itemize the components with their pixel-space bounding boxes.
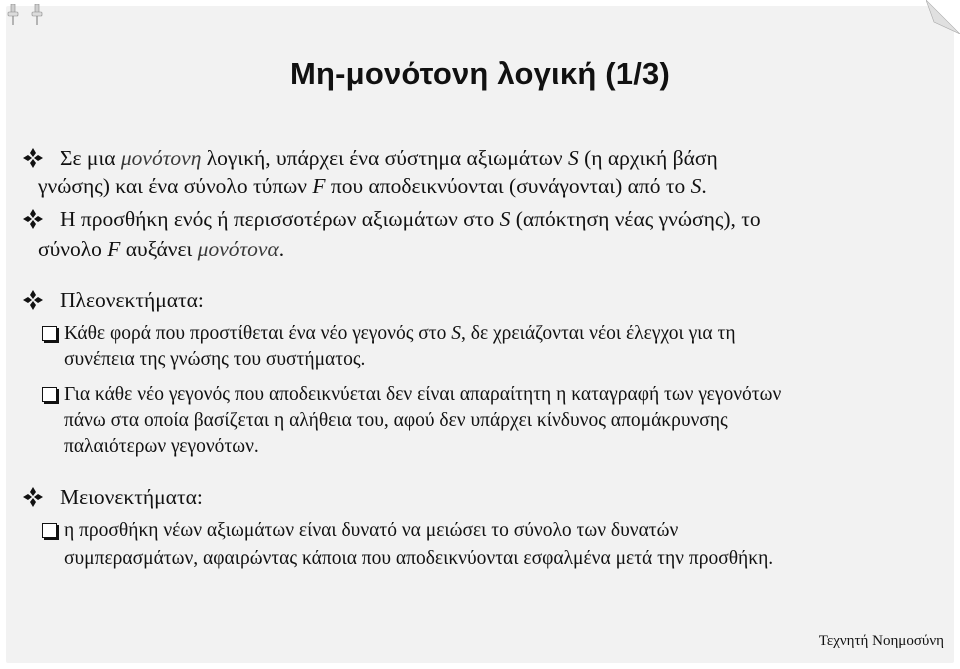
advantage-2-line-1: Για κάθε νέο γεγονός που αποδεικνύεται δεν είναι απαραίτητη η καταγραφή των γεγονότων — [64, 384, 782, 405]
slide-bottom-edge — [0, 663, 960, 669]
four-diamond-bullet-icon — [22, 208, 44, 230]
disadvantage-1-line-1: η προσθήκη νέων αξιωμάτων είναι δυνατό να μειώσει το σύνολο των δυνατών — [64, 520, 679, 541]
advantage-2-line-2: πάνω στα οποία βασίζεται η αλήθεια του, αφού δεν υπάρχει κίνδυνος απομάκρυνσης — [64, 410, 728, 431]
bullet-2-line-1: Η προσθήκη ενός ή περισσοτέρων αξιωμάτων στο S (απόκτηση νέας γνώσης), το — [60, 207, 761, 231]
bullet-1-line-1: Σε μια μονότονη λογική, υπάρχει ένα σύστημα αξιωμάτων S (η αρχική βάση — [60, 146, 718, 170]
page-curl-icon — [926, 0, 960, 34]
advantage-1-line-1: Κάθε φορά που προστίθεται ένα νέο γεγονός στο S, δε χρειάζονται νέοι έλεγχοι για τη — [64, 323, 736, 344]
slide-title: Μη-μονότονη λογική (1/3) — [289, 56, 671, 91]
disadvantages-heading: Μειονεκτήματα: — [60, 485, 203, 509]
four-diamond-bullet-icon — [22, 486, 44, 508]
advantages-heading: Πλεονεκτήματα: — [60, 288, 204, 312]
four-diamond-bullet-icon — [22, 147, 44, 169]
bullet-1-line-2: γνώσης) και ένα σύνολο τύπων F που αποδεικνύονται (συνάγονται) από το S. — [38, 174, 707, 198]
footer-course-name: Τεχνητή Νοημοσύνη — [818, 633, 944, 649]
pushpin-icon — [6, 4, 20, 26]
advantage-2-line-3: παλαιότερων γεγονότων. — [64, 436, 259, 457]
four-diamond-bullet-icon — [22, 289, 44, 311]
shadowed-box-bullet-icon — [42, 387, 57, 402]
shadowed-box-bullet-icon — [42, 326, 57, 341]
disadvantage-1-line-2: συμπερασμάτων, αφαιρώντας κάποια που αποδεικνύονται εσφαλμένα μετά την προσθήκη. — [64, 548, 774, 569]
advantage-1-line-2: συνέπεια της γνώσης του συστήματος. — [64, 349, 366, 370]
bullet-2-line-2: σύνολο F αυξάνει μονότονα. — [38, 237, 285, 261]
shadowed-box-bullet-icon — [42, 523, 57, 538]
pushpin-icon — [30, 4, 44, 26]
